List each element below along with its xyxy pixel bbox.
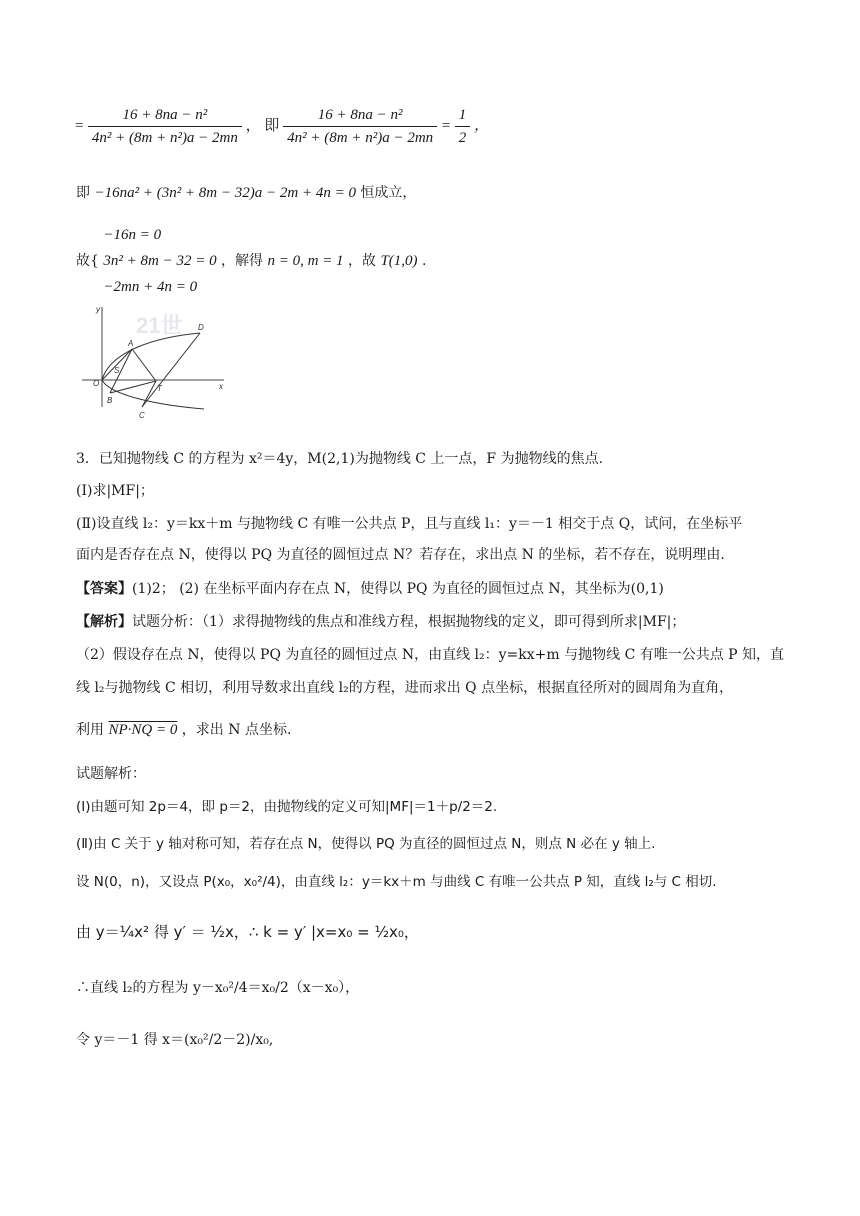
system-line: 3n² + 8m − 32 = 0 [103, 253, 217, 269]
label-D: D [198, 323, 204, 332]
label-x: x [219, 382, 223, 391]
parabola-lower [102, 380, 204, 409]
fraction-denominator: 2 [458, 130, 467, 146]
punctuation: ， [474, 117, 490, 134]
geometry-figure [76, 303, 226, 420]
fraction-numerator: 1 [455, 104, 471, 127]
solution-step-2: (Ⅱ)由 C 关于 y 轴对称可知，若存在点 N，使得以 PQ 为直径的圆恒过点 N，则点 N 必在 y 轴上. [76, 836, 656, 852]
analysis-line-1 [76, 612, 685, 632]
question-part-1: (Ⅰ)求|MF|； [76, 483, 154, 499]
system-brace: 故{ [76, 253, 99, 269]
fraction-1 [88, 104, 242, 149]
solution-step-6: 令 y＝－1 得 x＝(x₀²/2－2)/x₀, [76, 1032, 274, 1048]
connector-text: ，解得 [221, 253, 264, 269]
equation-line-2 [76, 182, 416, 202]
solution-step-4: 由 y＝¼x² 得 y′ ＝ ½x，∴ k = y′ |x=x₀ = ½x₀， [76, 923, 419, 941]
analysis-tag: 【解析】 [76, 614, 132, 630]
analysis-line-2: （2）假设存在点 N，使得以 PQ 为直径的圆恒过点 N，由直线 l₂：y=kx+m 与抛物线 C 有唯一公共点 P 知，直 [76, 647, 785, 663]
question-part-2-line-1: (Ⅱ)设直线 l₂：y＝kx＋m 与抛物线 C 有唯一公共点 P，且与直线 l₁：y＝－1 相交于点 Q，试问，在坐标平 [76, 516, 743, 532]
trail-text: ，求出 N 点坐标. [181, 722, 292, 738]
fraction-numerator: 16 + 8na − n² [88, 104, 242, 127]
label-B: B [107, 396, 113, 405]
equals-sign: = [74, 117, 85, 134]
trail-text: 恒成立， [360, 185, 417, 201]
system-line: −16n = 0 [103, 227, 162, 243]
solution-step-5: ∴直线 l₂的方程为 y－x₀²/4＝x₀/2（x－x₀）， [76, 980, 360, 996]
fraction-denominator: 4n² + (8m + n²)a − 2mn [91, 130, 238, 146]
solution-values: n = 0, m = 1 [267, 253, 344, 269]
solution-step-3: 设 N(0，n)，又设点 P(x₀，x₀²/4)，由直线 l₂：y＝kx＋m 与曲线 C 有唯一公共点 P 知，直线 l₂与 C 相切. [76, 874, 717, 890]
label-y: y [96, 305, 100, 314]
analysis-line-3: 线 l₂与抛物线 C 相切，利用导数求出直线 l₂的方程，进而求出 Q 点坐标，根据直径所对的圆周角为直角， [76, 680, 734, 696]
fraction-numerator: 16 + 8na − n² [283, 104, 437, 127]
connector-text: ，故 [348, 253, 377, 269]
parabola-diagram [76, 303, 226, 420]
system-line: −2mn + 4n = 0 [103, 279, 198, 295]
solution-title: 试题解析： [76, 766, 146, 782]
equals-sign: = [440, 117, 452, 134]
lead-text: 即 [76, 185, 90, 201]
analysis-text: 试题分析：（1）求得抛物线的焦点和准线方程，根据抛物线的定义，即可得到所求|MF|； [132, 614, 686, 630]
segment-OA [102, 349, 132, 380]
punctuation: . [422, 253, 427, 269]
question-part-2-line-2: 面内是否存在点 N，使得以 PQ 为直径的圆恒过点 N？若存在，求出点 N 的坐标，若不存在，说明理由. [76, 547, 725, 563]
watermark: 21世 [136, 313, 183, 338]
segment-BT [110, 381, 156, 393]
answer-text: (1)2； (2) 在坐标平面内存在点 N，使得以 PQ 为直径的圆恒过点 N，其坐标为(0,1) [132, 581, 664, 597]
connector-text: ， 即 [245, 117, 280, 134]
vector-dot-product: NP·NQ = 0 [108, 722, 178, 738]
system-lines [103, 222, 216, 300]
question-stem: 3．已知抛物线 C 的方程为 x²＝4y，M(2,1)为抛物线 C 上一点，F 为抛物线的焦点. [76, 451, 604, 467]
lead-text: 利用 [76, 722, 104, 738]
point-T: T(1,0) [380, 253, 418, 269]
segment-AT [132, 349, 156, 381]
fraction-2 [283, 104, 437, 149]
segment-TC [142, 381, 156, 407]
identity-expression: −16na² + (3n² + 8m − 32)a − 2m + 4n = 0 [94, 185, 356, 201]
fraction-denominator: 4n² + (8m + n²)a − 2mn [287, 130, 434, 146]
fraction-half [455, 104, 471, 149]
label-T: T [157, 384, 162, 393]
label-O: O [93, 379, 100, 388]
solution-step-1: (Ⅰ)由题可知 2p＝4，即 p＝2，由抛物线的定义可知|MF|＝1＋p/2＝2. [76, 799, 498, 815]
answer-tag: 【答案】 [76, 581, 132, 597]
analysis-line-4 [76, 720, 291, 740]
equation-line-1 [74, 104, 489, 149]
segment-CD [142, 333, 200, 407]
label-S: S [114, 366, 120, 375]
equation-system [76, 222, 426, 300]
label-A: A [128, 339, 134, 348]
label-C: C [139, 411, 145, 420]
answer-line [76, 579, 664, 599]
